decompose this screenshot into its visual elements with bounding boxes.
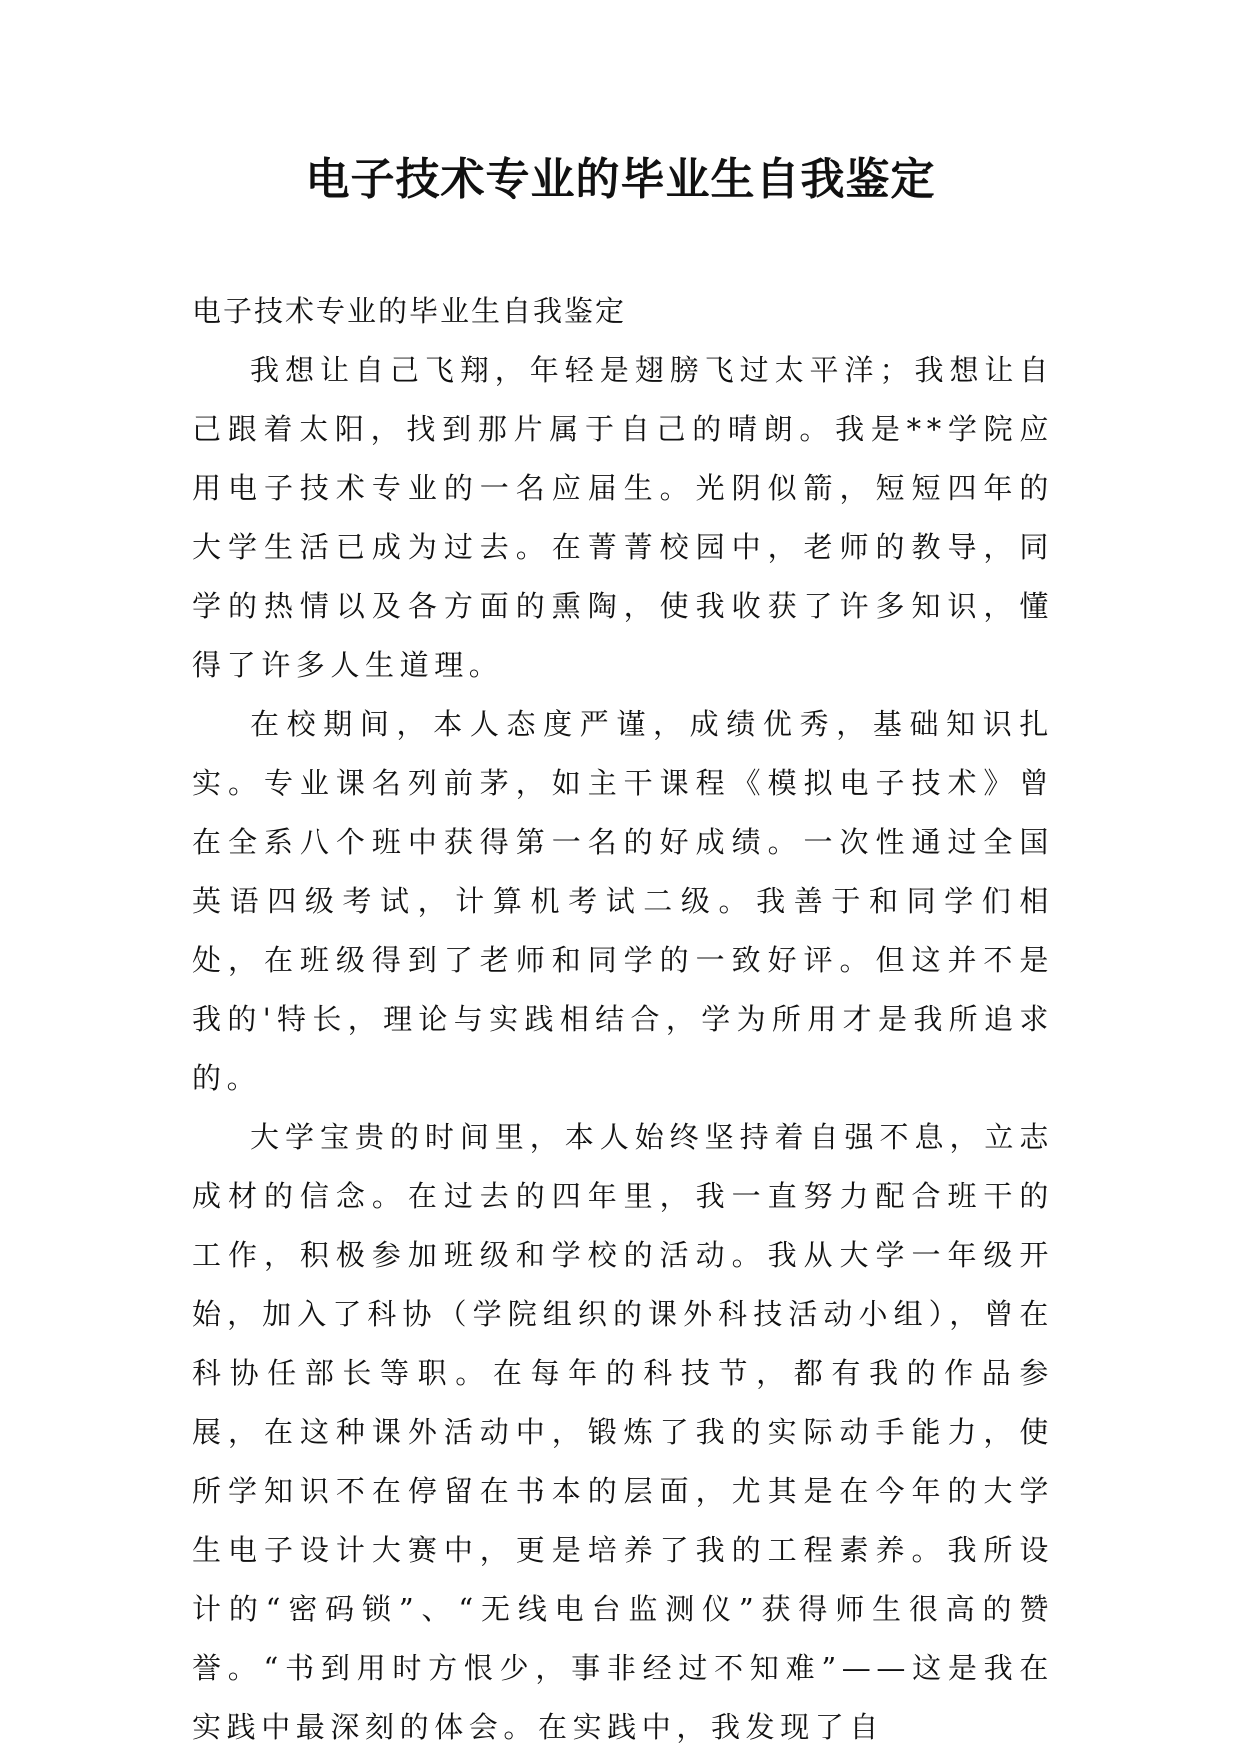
- document-title: 电子技术专业的毕业生自我鉴定: [305, 154, 936, 205]
- document-subtitle: 电子技术专业的毕业生自我鉴定: [192, 294, 627, 328]
- paragraph-activities: 大学宝贵的时间里，本人始终坚持着自强不息，立志成材的信念。在过去的四年里，我一直努力配合班干的工作，积极参加班级和学校的活动。我从大学一年级开始，加入了科协（学院组织的课外科技活动小组），曾在科协任部长等职。在每年的科技节，都有我的作品参展，在这种课外活动中，锻炼了我的实际动手能力，使所学知识不在停留在书本的层面，尤其是在今年的大学生电子设计大赛中，更是培养了我的工程素养。我所设计的“密码锁”、“无线电台监测仪”获得师生很高的赞誉。“书到用时方恨少，事非经过不知难”——这是我在实践中最深刻的体会。在实践中，我发现了自: [192, 1120, 1054, 1744]
- paragraph-intro: 我想让自己飞翔，年轻是翅膀飞过太平洋；我想让自己跟着太阳，找到那片属于自己的晴朗。我是**学院应用电子技术专业的一名应届生。光阴似箭，短短四年的大学生活已成为过去。在菁菁校园中，老师的教导，同学的热情以及各方面的熏陶，使我收获了许多知识，懂得了许多人生道理。: [192, 353, 1054, 682]
- document-body: [192, 282, 1054, 1757]
- paragraph-academics: 在校期间，本人态度严谨，成绩优秀，基础知识扎实。专业课名列前茅，如主干课程《模拟电子技术》曾在全系八个班中获得第一名的好成绩。一次性通过全国英语四级考试，计算机考试二级。我善于和同学们相处，在班级得到了老师和同学的一致好评。但这并不是我的'特长，理论与实践相结合，学为所用才是我所追求的。: [192, 707, 1054, 1095]
